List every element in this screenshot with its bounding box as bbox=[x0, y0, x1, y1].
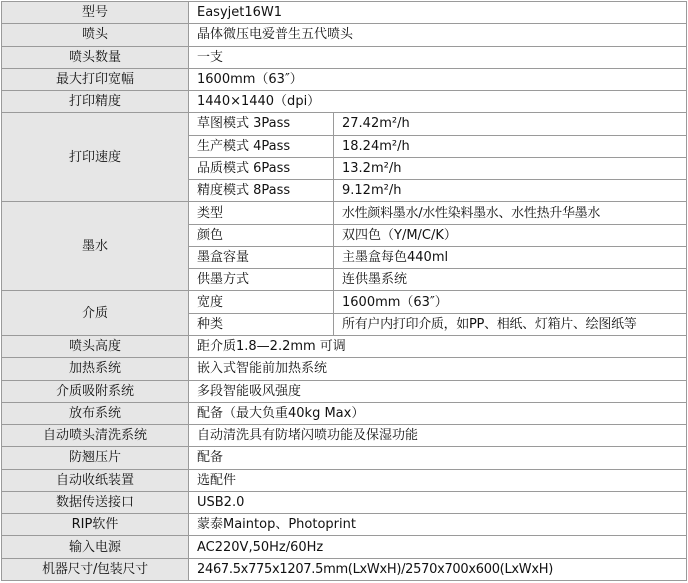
media-item-name: 宽度 bbox=[189, 291, 334, 313]
feeding-value: 配备（最大负重40kg Max） bbox=[189, 402, 687, 424]
row-head-count bbox=[2, 46, 687, 68]
row-suction bbox=[2, 380, 687, 402]
head-count-label: 喷头数量 bbox=[2, 46, 189, 68]
heating-label: 加热系统 bbox=[2, 358, 189, 380]
spec-table bbox=[1, 1, 687, 581]
row-heating bbox=[2, 358, 687, 380]
media-item-value: 1600mm（63″） bbox=[334, 291, 687, 313]
speed-mode-value: 9.12m²/h bbox=[334, 180, 687, 202]
precision-value: 1440×1440（dpi） bbox=[189, 91, 687, 113]
row-ink-1 bbox=[2, 202, 687, 224]
media-item-name: 种类 bbox=[189, 313, 334, 335]
rip-value: 蒙泰Maintop、Photoprint bbox=[189, 514, 687, 536]
ink-item-value: 水性颜料墨水/水性染料墨水、水性热升华墨水 bbox=[334, 202, 687, 224]
speed-mode-name: 生产模式 4Pass bbox=[189, 135, 334, 157]
row-head-height bbox=[2, 335, 687, 357]
row-cleaning bbox=[2, 425, 687, 447]
ink-item-value: 双四色（Y/M/C/K） bbox=[334, 224, 687, 246]
feeding-label: 放布系统 bbox=[2, 402, 189, 424]
power-label: 输入电源 bbox=[2, 536, 189, 558]
interface-label: 数据传送接口 bbox=[2, 491, 189, 513]
row-feeding bbox=[2, 402, 687, 424]
row-anti-warp bbox=[2, 447, 687, 469]
interface-value: USB2.0 bbox=[189, 491, 687, 513]
speed-mode-value: 18.24m²/h bbox=[334, 135, 687, 157]
row-take-up bbox=[2, 469, 687, 491]
ink-item-value: 主墨盒每色440ml bbox=[334, 246, 687, 268]
row-printhead bbox=[2, 24, 687, 46]
speed-mode-name: 品质模式 6Pass bbox=[189, 157, 334, 179]
row-model bbox=[2, 2, 687, 24]
head-height-label: 喷头高度 bbox=[2, 335, 189, 357]
speed-mode-value: 13.2m²/h bbox=[334, 157, 687, 179]
max-width-value: 1600mm（63″） bbox=[189, 68, 687, 90]
precision-label: 打印精度 bbox=[2, 91, 189, 113]
head-height-value: 距介质1.8—2.2mm 可调 bbox=[189, 335, 687, 357]
model-label: 型号 bbox=[2, 2, 189, 24]
anti-warp-label: 防翘压片 bbox=[2, 447, 189, 469]
head-count-value: 一支 bbox=[189, 46, 687, 68]
speed-mode-name: 草图模式 3Pass bbox=[189, 113, 334, 135]
suction-value: 多段智能吸风强度 bbox=[189, 380, 687, 402]
anti-warp-value: 配备 bbox=[189, 447, 687, 469]
rip-label: RIP软件 bbox=[2, 514, 189, 536]
heating-value: 嵌入式智能前加热系统 bbox=[189, 358, 687, 380]
row-max-width bbox=[2, 68, 687, 90]
power-value: AC220V,50Hz/60Hz bbox=[189, 536, 687, 558]
speed-label: 打印速度 bbox=[2, 113, 189, 202]
dimensions-label: 机器尺寸/包装尺寸 bbox=[2, 558, 189, 580]
dimensions-value: 2467.5x775x1207.5mm(LxWxH)/2570x700x600(LxWxH) bbox=[189, 558, 687, 580]
printhead-label: 喷头 bbox=[2, 24, 189, 46]
row-power bbox=[2, 536, 687, 558]
ink-item-value: 连供墨系统 bbox=[334, 269, 687, 291]
ink-item-name: 类型 bbox=[189, 202, 334, 224]
row-dimensions bbox=[2, 558, 687, 580]
row-rip bbox=[2, 514, 687, 536]
media-item-value: 所有户内打印介质，如PP、相纸、灯箱片、绘图纸等 bbox=[334, 313, 687, 335]
row-media-1 bbox=[2, 291, 687, 313]
row-interface bbox=[2, 491, 687, 513]
take-up-label: 自动收纸装置 bbox=[2, 469, 189, 491]
speed-mode-value: 27.42m²/h bbox=[334, 113, 687, 135]
ink-label: 墨水 bbox=[2, 202, 189, 291]
max-width-label: 最大打印宽幅 bbox=[2, 68, 189, 90]
cleaning-value: 自动清洗具有防堵闪喷功能及保湿功能 bbox=[189, 425, 687, 447]
media-label: 介质 bbox=[2, 291, 189, 336]
ink-item-name: 墨盒容量 bbox=[189, 246, 334, 268]
cleaning-label: 自动喷头清洗系统 bbox=[2, 425, 189, 447]
printhead-value: 晶体微压电爱普生五代喷头 bbox=[189, 24, 687, 46]
model-value: Easyjet16W1 bbox=[189, 2, 687, 24]
row-precision bbox=[2, 91, 687, 113]
ink-item-name: 颜色 bbox=[189, 224, 334, 246]
speed-mode-name: 精度模式 8Pass bbox=[189, 180, 334, 202]
take-up-value: 选配件 bbox=[189, 469, 687, 491]
ink-item-name: 供墨方式 bbox=[189, 269, 334, 291]
suction-label: 介质吸附系统 bbox=[2, 380, 189, 402]
row-speed-1 bbox=[2, 113, 687, 135]
